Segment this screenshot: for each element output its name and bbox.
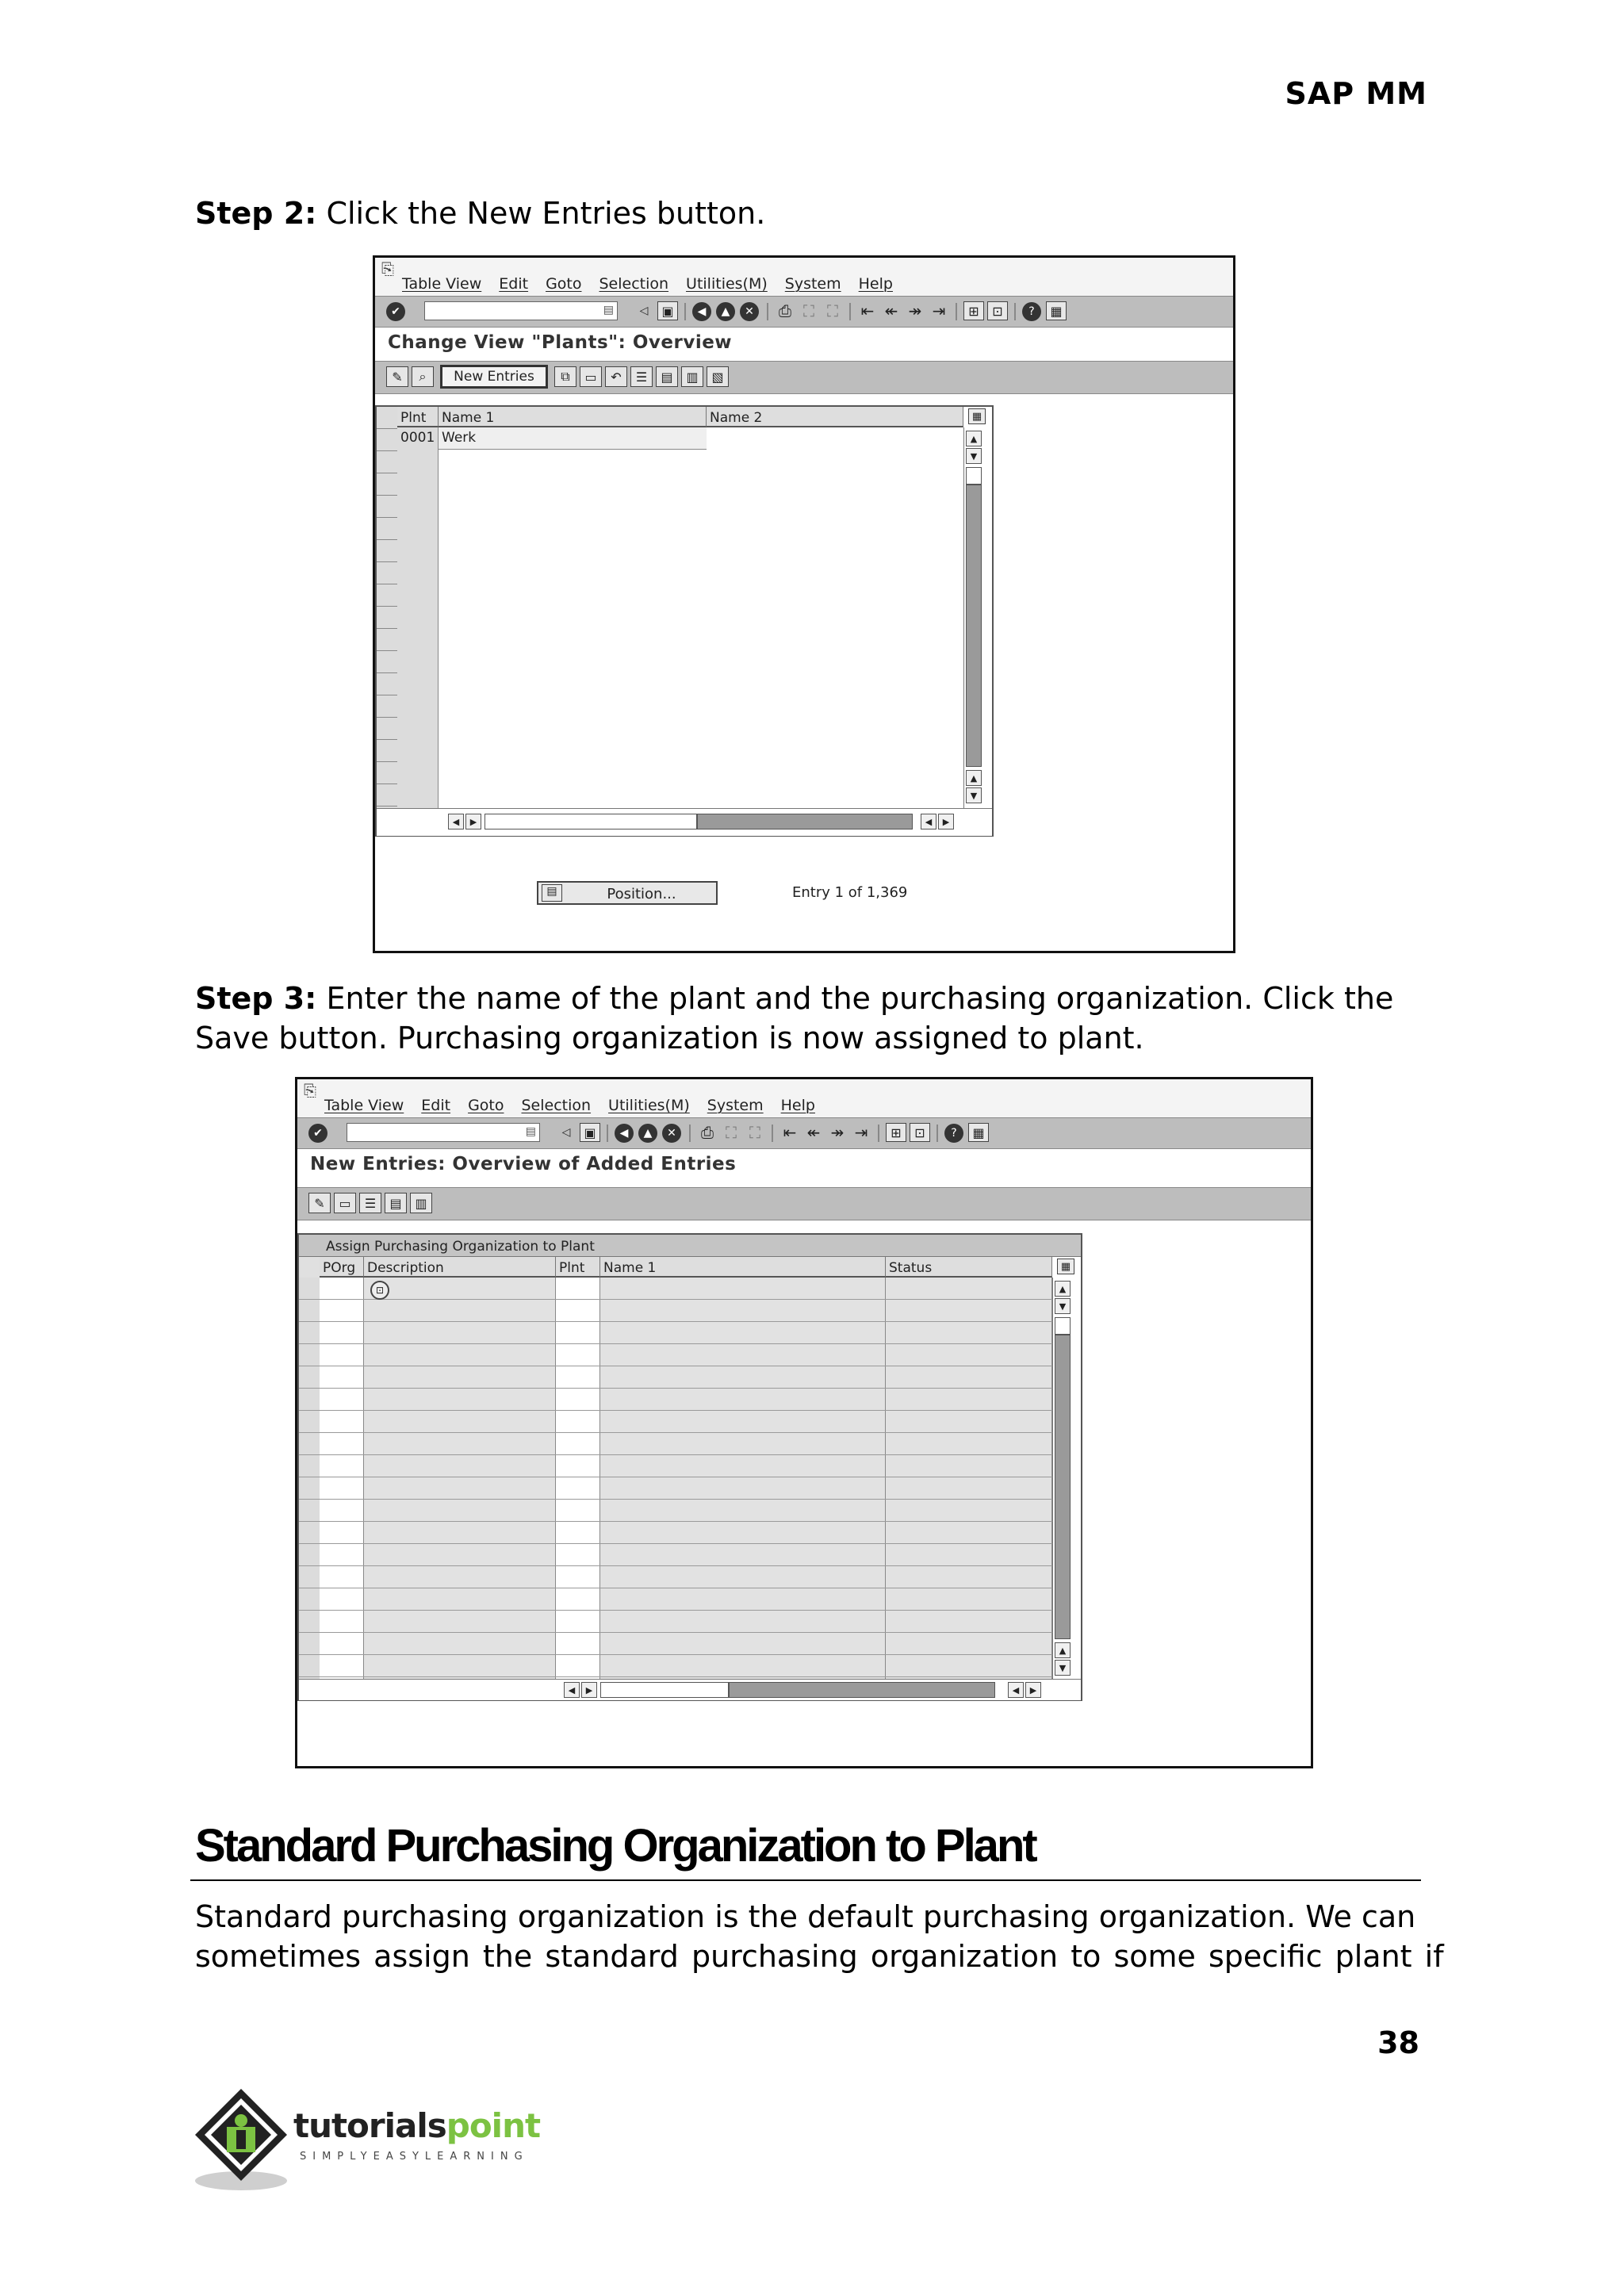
- col-header-name1[interactable]: Name 1: [600, 1257, 886, 1278]
- table-row[interactable]: [299, 1389, 1052, 1411]
- table-row[interactable]: [299, 1322, 1052, 1344]
- menu-goto[interactable]: Goto: [468, 1097, 504, 1114]
- delete-icon[interactable]: ▭: [580, 366, 602, 387]
- new-session-icon[interactable]: ⊞: [963, 301, 984, 320]
- position-button[interactable]: [537, 881, 718, 905]
- col-header-name2[interactable]: Name 2: [707, 407, 963, 427]
- row-selector[interactable]: [377, 762, 397, 784]
- copy-as-icon[interactable]: ⧉: [554, 366, 576, 387]
- logo-text-tutorials: tutorials: [293, 2106, 446, 2145]
- menu-help[interactable]: Help: [858, 275, 893, 293]
- cell-plnt[interactable]: 0001: [400, 430, 435, 446]
- exit-icon[interactable]: ▲: [638, 1124, 657, 1143]
- row-selector[interactable]: [377, 718, 397, 740]
- standard-toolbar: [375, 296, 1233, 328]
- toolbar-separator: [772, 1125, 773, 1142]
- scroll-down-icon[interactable]: ▼: [966, 448, 982, 464]
- section-divider: [190, 1879, 1421, 1881]
- print-icon[interactable]: ⎙: [779, 301, 791, 320]
- h-scroll-track[interactable]: [485, 814, 697, 829]
- menu-selection[interactable]: Selection: [521, 1097, 592, 1114]
- col-header-porg[interactable]: POrg: [320, 1257, 364, 1278]
- command-field[interactable]: [347, 1123, 540, 1142]
- logo-diamond-icon: [192, 2084, 303, 2195]
- new-session-icon[interactable]: ⊞: [886, 1123, 906, 1142]
- scroll-up-icon[interactable]: ▲: [1055, 1281, 1071, 1297]
- save-icon[interactable]: ▣: [580, 1123, 600, 1142]
- select-block-icon[interactable]: ▤: [385, 1193, 407, 1213]
- back-arrow-icon[interactable]: ◁: [561, 1126, 571, 1139]
- menu-table-view[interactable]: Table View: [402, 275, 482, 293]
- position-label: Position...: [607, 886, 676, 902]
- vertical-scrollbar[interactable]: [963, 427, 982, 808]
- shortcut-icon[interactable]: ⊡: [987, 301, 1008, 320]
- scroll-thumb[interactable]: [1055, 1335, 1071, 1639]
- value-help-icon[interactable]: ⊡: [370, 1281, 389, 1300]
- scroll-track[interactable]: [1055, 1317, 1071, 1335]
- assign-porg-table: [297, 1233, 1082, 1701]
- save-icon[interactable]: ▣: [657, 301, 678, 320]
- toolbar-separator: [956, 303, 957, 320]
- menu-selection[interactable]: Selection: [599, 275, 669, 293]
- scroll-right-icon[interactable]: ▶: [581, 1682, 597, 1698]
- scroll-down-icon[interactable]: ▼: [1055, 1298, 1071, 1314]
- table-settings-icon[interactable]: ▦: [968, 408, 986, 424]
- row-selector[interactable]: [377, 407, 397, 429]
- row-selector[interactable]: [377, 496, 397, 518]
- row-selector-column: [377, 407, 398, 835]
- row-selector[interactable]: [377, 540, 397, 562]
- enter-check-icon[interactable]: ✔: [308, 1124, 327, 1143]
- scroll-page-down-icon[interactable]: ▼: [966, 787, 982, 803]
- scroll-right-icon[interactable]: ▶: [465, 814, 481, 829]
- command-field[interactable]: [424, 301, 618, 320]
- row-selector[interactable]: [377, 673, 397, 695]
- cell-name2[interactable]: [707, 427, 963, 450]
- section-paragraph-line-1: Standard purchasing organization is the default purchasing organization. We can: [195, 1899, 1416, 1934]
- find-icon[interactable]: ⛶: [726, 1123, 737, 1142]
- menu-help[interactable]: Help: [780, 1097, 815, 1114]
- scroll-up-icon[interactable]: ▲: [966, 431, 982, 446]
- details-icon[interactable]: ⌕: [412, 366, 434, 387]
- toolbar-separator: [689, 1125, 691, 1142]
- col-header-name1[interactable]: Name 1: [439, 407, 707, 427]
- col-header-plnt[interactable]: Plnt: [556, 1257, 600, 1278]
- row-selector[interactable]: [377, 651, 397, 673]
- new-entries-button[interactable]: New Entries: [440, 365, 548, 389]
- table-row[interactable]: [299, 1633, 1052, 1655]
- row-lines: [299, 1278, 1052, 1679]
- deselect-all-icon[interactable]: ▥: [410, 1193, 432, 1213]
- scroll-page-up-icon[interactable]: ▲: [1055, 1642, 1071, 1658]
- h-scroll-thumb[interactable]: [697, 814, 913, 829]
- select-all-icon[interactable]: ☰: [630, 366, 653, 387]
- table-row[interactable]: [299, 1344, 1052, 1366]
- scroll-page-down-icon[interactable]: ▼: [1055, 1660, 1071, 1676]
- row-selector[interactable]: [377, 451, 397, 473]
- previous-page-icon[interactable]: ↞: [884, 301, 898, 320]
- table-row[interactable]: [299, 1566, 1052, 1588]
- display-change-icon[interactable]: ✎: [308, 1193, 331, 1213]
- standard-toolbar: [297, 1117, 1311, 1149]
- row-selector[interactable]: [377, 518, 397, 540]
- logo-text-point: point: [446, 2106, 541, 2145]
- toolbar-separator: [849, 303, 851, 320]
- row-selector[interactable]: [377, 584, 397, 607]
- help-icon[interactable]: ?: [1022, 302, 1041, 321]
- scroll-page-left-icon[interactable]: ◀: [921, 814, 936, 829]
- delete-icon[interactable]: ▭: [334, 1193, 356, 1213]
- help-icon[interactable]: ?: [944, 1124, 963, 1143]
- toolbar-separator: [1014, 303, 1016, 320]
- bc-set-icon[interactable]: ▧: [707, 366, 729, 387]
- page-number: 38: [1377, 2025, 1419, 2060]
- screen-title: New Entries: Overview of Added Entries: [310, 1154, 737, 1174]
- menu-system[interactable]: System: [784, 275, 841, 293]
- step-2-paragraph: [195, 193, 1424, 233]
- select-all-icon[interactable]: ☰: [359, 1193, 381, 1213]
- row-selector[interactable]: [377, 784, 397, 807]
- row-selector[interactable]: [377, 740, 397, 762]
- table-row[interactable]: [299, 1411, 1052, 1433]
- exit-icon[interactable]: ▲: [716, 302, 735, 321]
- print-icon[interactable]: ⎙: [701, 1123, 714, 1142]
- last-page-icon[interactable]: ⇥: [932, 301, 946, 320]
- table-caption: Assign Purchasing Organization to Plant: [299, 1235, 1081, 1257]
- table-row[interactable]: [299, 1366, 1052, 1389]
- menu-bar: [375, 258, 1233, 296]
- previous-page-icon[interactable]: ↞: [806, 1123, 821, 1142]
- scroll-left-icon[interactable]: ◀: [564, 1682, 580, 1698]
- horizontal-scrollbar[interactable]: [299, 1679, 1081, 1700]
- screen-title: Change View "Plants": Overview: [388, 332, 733, 353]
- application-toolbar: [297, 1187, 1311, 1220]
- row-selector[interactable]: [377, 562, 397, 584]
- scroll-track[interactable]: [966, 467, 982, 485]
- position-icon: ▤: [542, 884, 562, 902]
- deselect-all-icon[interactable]: ▥: [681, 366, 703, 387]
- find-next-icon[interactable]: ⛶: [827, 301, 838, 320]
- last-page-icon[interactable]: ⇥: [854, 1123, 868, 1142]
- row-selector[interactable]: [377, 607, 397, 629]
- plnt-column-bg: [397, 427, 439, 808]
- table-row[interactable]: [299, 1433, 1052, 1455]
- application-toolbar: [375, 361, 1233, 394]
- menu-goto[interactable]: Goto: [546, 275, 582, 293]
- first-page-icon[interactable]: ⇤: [783, 1123, 797, 1142]
- shortcut-icon[interactable]: ⊡: [910, 1123, 930, 1142]
- menu-utilities[interactable]: Utilities(M): [608, 1097, 690, 1114]
- command-dropdown-icon[interactable]: ▤: [603, 304, 614, 316]
- step-2-text: Click the New Entries button.: [316, 196, 766, 231]
- horizontal-scrollbar[interactable]: [377, 808, 992, 836]
- toolbar-separator: [936, 1125, 938, 1142]
- enter-check-icon[interactable]: ✔: [386, 302, 405, 321]
- table-row[interactable]: [299, 1522, 1052, 1544]
- running-header: SAP MM: [1285, 76, 1427, 111]
- next-page-icon[interactable]: ↠: [908, 301, 922, 320]
- step-3-line-2: Save button. Purchasing organization is now assigned to plant.: [195, 1021, 1144, 1056]
- back-arrow-icon[interactable]: ◁: [639, 305, 649, 317]
- layout-menu-icon[interactable]: ▦: [1046, 301, 1067, 320]
- table-row[interactable]: [299, 1544, 1052, 1566]
- scroll-left-icon[interactable]: ◀: [448, 814, 464, 829]
- scroll-page-right-icon[interactable]: ▶: [938, 814, 954, 829]
- back-icon[interactable]: ◀: [692, 302, 711, 321]
- h-scroll-thumb[interactable]: [729, 1682, 995, 1698]
- toolbar-separator: [878, 1125, 879, 1142]
- section-paragraph-line-2: sometimes assign the standard purchasing organization to some specific plant if: [195, 1939, 1444, 1974]
- scroll-page-up-icon[interactable]: ▲: [966, 770, 982, 786]
- scroll-page-left-icon[interactable]: ◀: [1008, 1682, 1024, 1698]
- table-row[interactable]: [299, 1278, 1052, 1300]
- table-settings-icon[interactable]: ▦: [1057, 1259, 1074, 1274]
- back-icon[interactable]: ◀: [615, 1124, 634, 1143]
- h-scroll-track[interactable]: [600, 1682, 729, 1698]
- sap-screenshot-change-view: [373, 255, 1235, 953]
- undo-change-icon[interactable]: ↶: [605, 366, 627, 387]
- table-row[interactable]: [299, 1655, 1052, 1677]
- scroll-page-right-icon[interactable]: ▶: [1025, 1682, 1041, 1698]
- row-selector[interactable]: [377, 429, 397, 451]
- command-dropdown-icon[interactable]: ▤: [525, 1125, 536, 1138]
- window-menu-icon[interactable]: ⎘: [304, 1081, 316, 1100]
- window-menu-icon[interactable]: ⎘: [381, 259, 394, 278]
- step-3-text: Enter the name of the plant and the purchasing organization. Click the: [316, 981, 1394, 1016]
- row-selector[interactable]: [377, 473, 397, 496]
- display-change-icon[interactable]: ✎: [386, 366, 408, 387]
- section-heading: Standard Purchasing Organization to Plant: [195, 1820, 1036, 1872]
- table-row[interactable]: [299, 1588, 1052, 1611]
- table-row[interactable]: [299, 1477, 1052, 1500]
- cancel-icon[interactable]: ✕: [740, 302, 759, 321]
- find-next-icon[interactable]: ⛶: [749, 1123, 760, 1142]
- entry-counter: Entry 1 of 1,369: [792, 884, 908, 901]
- table-row[interactable]: [299, 1300, 1052, 1322]
- first-page-icon[interactable]: ⇤: [860, 301, 875, 320]
- tutorialspoint-logo: [192, 2084, 565, 2195]
- table-row[interactable]: [299, 1500, 1052, 1522]
- toolbar-separator: [607, 1125, 608, 1142]
- menu-edit[interactable]: Edit: [499, 275, 529, 293]
- toolbar-separator: [684, 303, 686, 320]
- row-selector[interactable]: [377, 695, 397, 718]
- toolbar-separator: [767, 303, 768, 320]
- logo-tagline: SIMPLYEASYLEARNING: [300, 2151, 529, 2163]
- scroll-thumb[interactable]: [966, 485, 982, 767]
- table-row[interactable]: [299, 1455, 1052, 1477]
- layout-menu-icon[interactable]: ▦: [968, 1123, 989, 1142]
- table-row[interactable]: [299, 1611, 1052, 1633]
- menu-utilities[interactable]: Utilities(M): [686, 275, 768, 293]
- menu-edit[interactable]: Edit: [421, 1097, 451, 1114]
- col-header-status[interactable]: Status: [886, 1257, 1052, 1278]
- step-3-line-1: [195, 979, 1424, 1018]
- select-block-icon[interactable]: ▤: [656, 366, 678, 387]
- row-selector[interactable]: [377, 629, 397, 651]
- step-3-label: Step 3:: [195, 981, 317, 1016]
- find-icon[interactable]: ⛶: [803, 301, 814, 320]
- col-header-description[interactable]: Description: [364, 1257, 556, 1278]
- menu-system[interactable]: System: [707, 1097, 764, 1114]
- sap-screenshot-new-entries: [295, 1077, 1313, 1768]
- next-page-icon[interactable]: ↠: [830, 1123, 845, 1142]
- menu-bar: [297, 1079, 1311, 1117]
- plants-table: [375, 405, 994, 837]
- cancel-icon[interactable]: ✕: [662, 1124, 681, 1143]
- cell-name1[interactable]: Werk: [442, 430, 477, 446]
- menu-table-view[interactable]: Table View: [324, 1097, 404, 1114]
- col-header-plnt[interactable]: Plnt: [397, 407, 439, 427]
- step-2-label: Step 2:: [195, 196, 317, 231]
- vertical-scrollbar[interactable]: [1052, 1278, 1071, 1679]
